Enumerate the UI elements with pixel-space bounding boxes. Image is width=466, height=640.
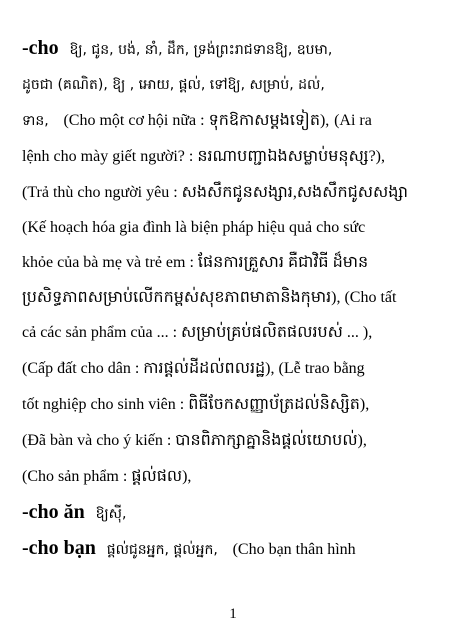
example-text: ប្រសិទ្ធភាពសម្រាប់លើកកម្ពស់សុខភាពមាតានិងកុមារ), (Cho tất [22,289,397,306]
entry-cho-line-1 [22,30,444,66]
example-text: khỏe của bà mẹ và trẻ em : ផែនការគ្រួសារ គឺជាវិធី ដ៏មាន [22,254,369,271]
entry-cho-line-13 [22,458,444,494]
example-text: (Đã bàn và cho ý kiến : បានពិភាក្សាគ្នានិងផ្តល់យោបល់), [22,432,367,449]
definition-khmer: ឱ្យស៊ី, [95,506,127,522]
example-text: tốt nghiệp cho sinh viên : ពិធីចែកសញ្ញាប័ត្រដល់និស្សិត), [22,396,370,413]
headword-cho-ban: -cho bạn [22,537,96,559]
example-text: (Cho bạn thân hình [232,541,356,558]
example-text: cả các sản phẩm của ... : សម្រាប់គ្រប់ផលិតផលរបស់ ... ), [22,324,373,341]
headword-cho-an: -cho ăn [22,501,85,523]
entry-cho-line-10 [22,350,444,386]
example-text: (Cho một cơ hội nữa : ទុកឱកាសម្តងទៀត), [63,112,330,129]
entry-cho-line-7 [22,245,444,280]
example-text: (Cho sản phẩm : ផ្តល់ផល), [22,468,192,485]
definition-khmer: ទាន, [22,113,49,129]
example-text: (Trả thù cho người yêu : សងសឹកជូនសង្សារ,សងសឹកជូសសង្សា [22,184,408,201]
entry-cho-line-5 [22,174,444,210]
entry-cho-an [22,494,444,530]
definition-khmer: ដូចជា (គណិត), ឱ្យ , អោយ, ផ្តល់, ទៅឱ្យ, សម្រាប់, ដល់, [22,77,325,93]
page-number: 1 [229,606,237,622]
entry-cho-ban [22,530,444,566]
entry-cho-line-11 [22,386,444,422]
entry-cho-line-6 [22,210,444,245]
entry-cho-line-4 [22,138,444,174]
example-text: (Kế hoạch hóa gia đình là biện pháp hiệu quả cho sức [22,219,366,236]
headword-cho: -cho [22,37,59,59]
entry-cho-line-2 [22,66,444,102]
example-text: lệnh cho mày giết người? : នរណាបញ្ជាឯងសម្លាប់មនុស្ស?), [22,148,385,165]
example-text: (Cấp đất cho dân : ការផ្តល់ដីដល់ពលរដ្ឋ), (Lễ trao bằng [22,360,365,377]
entry-cho-line-8 [22,280,444,315]
entry-cho-line-9 [22,315,444,350]
definition-khmer: ផ្តល់ជូនអ្នក, ផ្តល់អ្នក, [106,542,218,558]
definition-khmer: ឱ្យ, ជូន, បង់, នាំ, ដឹក, ទ្រង់ព្រះរាជទានឱ្យ, ឧបមា, [69,42,333,58]
entry-cho-line-3 [22,102,444,138]
example-text: (Ai ra [334,112,372,129]
entry-cho-line-12 [22,422,444,458]
